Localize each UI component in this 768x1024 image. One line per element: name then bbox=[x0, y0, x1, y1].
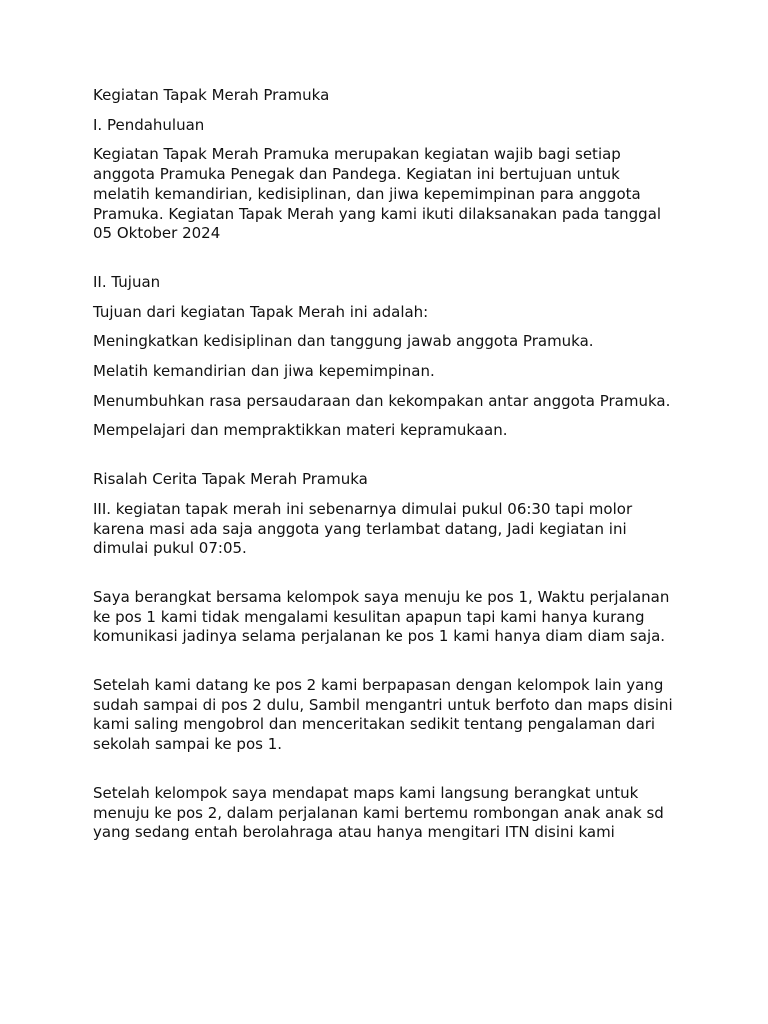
document-title: Kegiatan Tapak Merah Pramuka bbox=[93, 86, 330, 104]
paragraph-risalah: Setelah kami datang ke pos 2 kami berpapasan dengan kelompok lain yang sudah sampai di pos 2 dulu, Sambil mengantri untuk berfoto dan maps disini kami saling mengobrol dan menceritakan sedikit tentang pengalaman dari sekolah sampai ke pos 1. bbox=[93, 676, 673, 754]
section-heading-tujuan: II. Tujuan bbox=[93, 272, 161, 291]
goal-item: Mempelajari dan mempraktikkan materi kepramukaan. bbox=[93, 421, 508, 440]
paragraph-risalah: III. kegiatan tapak merah ini sebenarnya dimulai pukul 06:30 tapi molor karena masi ada saja anggota yang terlambat datang, Jadi kegiatan ini dimulai pukul 07:05. bbox=[93, 499, 633, 558]
paragraph-risalah: Saya berangkat bersama kelompok saya menuju ke pos 1, Waktu perjalanan ke pos 1 kami tidak mengalami kesulitan apapun tapi kami hanya kurang komunikasi jadinya selama perjalanan ke pos 1 kami hanya diam diam saja. bbox=[93, 587, 670, 646]
paragraph-risalah: Setelah kelompok saya mendapat maps kami langsung berangkat untuk menuju ke pos 2, dalam perjalanan kami bertemu rombongan anak anak sd yang sedang entah berolahraga atau hanya mengitari ITN disini kami bbox=[93, 783, 664, 842]
section-heading-pendahuluan: I. Pendahuluan bbox=[93, 115, 205, 134]
section-heading-risalah: Risalah Cerita Tapak Merah Pramuka bbox=[93, 470, 368, 489]
paragraph-pendahuluan: Kegiatan Tapak Merah Pramuka merupakan kegiatan wajib bagi setiap anggota Pramuka Penegak dan Pandega. Kegiatan ini bertujuan untuk melatih kemandirian, kedisiplinan, dan jiwa kepemimpinan para anggota Pramuka. Kegiatan Tapak Merah yang kami ikuti dilaksanakan pada tanggal 05 Oktober 2024 bbox=[93, 145, 662, 243]
goal-item: Meningkatkan kedisiplinan dan tanggung jawab anggota Pramuka. bbox=[93, 332, 594, 351]
goal-item: Melatih kemandirian dan jiwa kepemimpinan. bbox=[93, 362, 435, 381]
paragraph-tujuan-intro: Tujuan dari kegiatan Tapak Merah ini adalah: bbox=[93, 302, 429, 321]
goal-item: Menumbuhkan rasa persaudaraan dan kekompakan antar anggota Pramuka. bbox=[93, 391, 671, 410]
document-page bbox=[93, 86, 673, 853]
